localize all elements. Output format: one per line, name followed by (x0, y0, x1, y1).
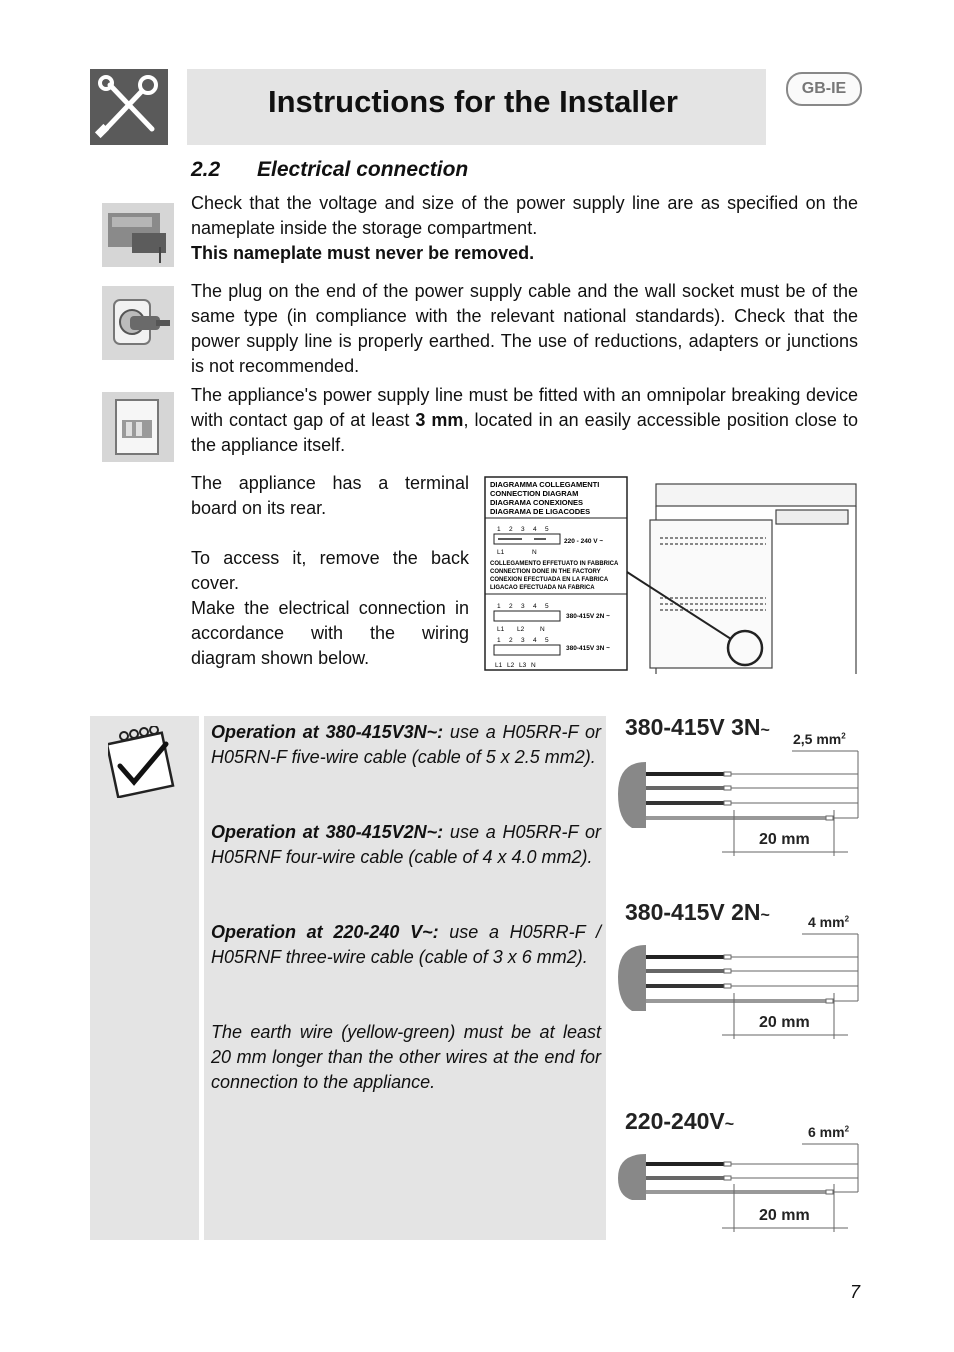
cable-220-section (808, 1124, 849, 1140)
tools-icon (90, 69, 168, 145)
row1-label-n: N (532, 549, 537, 556)
note-op-2n-heading: Operation at 380-415V2N~: (211, 822, 444, 842)
plug-socket-icon (102, 286, 174, 360)
diagram-title-4: DIAGRAMA DE LIGACODES (490, 507, 591, 516)
language-badge: GB-IE (786, 72, 862, 106)
section-title-text: Electrical connection (257, 158, 469, 181)
back-cover-text: To access it, remove the back cover. (191, 548, 469, 593)
factory-line-4: LIGACAO EFECTUADA NA FABRICA (490, 585, 595, 591)
cable-3n-section (793, 731, 846, 747)
terminal-3: 3 (521, 526, 525, 533)
note-op-2n-text: use a H05RR-F or H05RNF four-wire cable (cable of 4 x 4.0 mm2). (211, 822, 601, 867)
voltage-220: 220 - 240 V ~ (564, 538, 604, 545)
connection-diagram (484, 476, 864, 678)
cable-2n-voltage: 380-415V 2N (625, 899, 761, 925)
cable-220-length: 20 mm (759, 1207, 810, 1224)
terminal-4: 4 (533, 526, 537, 533)
breaker-text-b: , located in an easily accessible position close to the appliance itself. (191, 410, 858, 455)
nameplate-icon (102, 203, 174, 267)
row3-label-l2: L2 (507, 662, 515, 669)
note-text-panel (204, 716, 606, 1240)
diagram-title-1: DIAGRAMMA COLLEGAMENTI (490, 480, 600, 489)
cable-220-section-sup: 2 (844, 1124, 850, 1134)
voltage-2n: 380-415V 2N ~ (566, 613, 610, 620)
page-title: Instructions for the Installer (268, 84, 678, 119)
row2-terminal-5: 5 (545, 603, 549, 610)
note-op-3n-heading: Operation at 380-415V3N~: (211, 722, 444, 742)
paragraph-plug: The plug on the end of the power supply cable and the wall socket must be of the same type (in compliance with the relevant national standards). Check that the power supply line is properly earthed. The use of reductions, adapters or junctions is not recommended. (191, 281, 858, 376)
cable-2n-section-value: 4 mm (808, 914, 845, 930)
row2-terminal-2: 2 (509, 603, 513, 610)
terminal-2: 2 (509, 526, 513, 533)
cable-3n-section-value: 2,5 mm (793, 731, 842, 747)
note-op-2n (211, 820, 601, 870)
note-op-3n-text: use a H05RR-F or H05RN-F five-wire cable (cable of 5 x 2.5 mm2). (211, 722, 601, 767)
row2-terminal-1: 1 (497, 603, 501, 610)
row3-terminal-3: 3 (521, 637, 525, 644)
cable-2n-drawing (612, 931, 862, 1043)
section-number: 2.2 (191, 158, 221, 181)
nameplate-warning: This nameplate must never be removed. (191, 243, 535, 263)
row2-label-l2: L2 (517, 626, 525, 633)
row1-label-l1: L1 (497, 549, 505, 556)
terminal-board-text: The appliance has a terminal board on its rear. (191, 473, 469, 518)
cable-220-drawing (612, 1140, 862, 1236)
row2-terminal-4: 4 (533, 603, 537, 610)
cable-2n-section (808, 914, 849, 930)
cable-220-voltage: 220-240V (625, 1108, 725, 1134)
terminal-1: 1 (497, 526, 501, 533)
cable-2n-length: 20 mm (759, 1014, 810, 1031)
row3-label-n: N (531, 662, 536, 669)
row3-terminal-5: 5 (545, 637, 549, 644)
row3-terminal-1: 1 (497, 637, 501, 644)
factory-line-3: CONEXION EFECTUADA EN LA FABRICA (490, 577, 609, 583)
row3-terminal-4: 4 (533, 637, 537, 644)
cable-3n-section-sup: 2 (841, 731, 846, 741)
page-number: 7 (850, 1282, 861, 1302)
note-op-220 (211, 920, 601, 970)
voltage-3n: 380-415V 3N ~ (566, 645, 610, 652)
paragraph-nameplate-text: Check that the voltage and size of the power supply line are as specified on the nameplate inside the storage compartment. (191, 193, 858, 238)
factory-line-1: COLLEGAMENTO EFFETUATO IN FABBRICA (490, 561, 619, 567)
diagram-title-2: CONNECTION DIAGRAM (490, 489, 579, 498)
paragraph-breaker (191, 383, 858, 458)
cable-2n-label (625, 899, 770, 926)
cable-220-suffix: ~ (724, 1116, 735, 1133)
cable-3n-suffix: ~ (760, 722, 770, 739)
row2-terminal-3: 3 (521, 603, 525, 610)
row3-terminal-2: 2 (509, 637, 513, 644)
cable-3n-length: 20 mm (759, 831, 810, 848)
cable-2n-section-sup: 2 (844, 914, 850, 924)
factory-line-2: CONNECTION DONE IN THE FACTORY (490, 569, 601, 575)
diagram-title-3: DIAGRAMA CONEXIONES (490, 498, 584, 507)
row2-label-n: N (540, 626, 545, 633)
connection-text: Make the electrical connection in accordance with the wiring diagram shown below. (191, 598, 469, 668)
note-op-220-text: use a H05RR-F / H05RNF three-wire cable (cable of 3 x 6 mm2). (211, 922, 601, 967)
note-op-3n (211, 720, 601, 770)
cable-3n-label (625, 714, 770, 741)
breaker-text-a: The appliance's power supply line must be fitted with an omnipolar breaking device with contact gap of at least (191, 385, 858, 430)
cable-3n-drawing (612, 748, 862, 860)
row3-label-l3: L3 (519, 662, 527, 669)
paragraph-nameplate (191, 191, 858, 266)
row3-label-l1: L1 (495, 662, 503, 669)
notepad-check-icon (108, 726, 182, 798)
row2-label-l1: L1 (497, 626, 505, 633)
note-op-220-heading: Operation at 220-240 V~: (211, 922, 439, 942)
note-earth-wire: The earth wire (yellow-green) must be at least 20 mm longer than the other wires at the end for connection to the appliance. (211, 1022, 601, 1092)
terminal-5: 5 (545, 526, 549, 533)
cable-2n-suffix: ~ (760, 907, 770, 924)
cable-220-section-value: 6 mm (808, 1124, 845, 1140)
cable-220-label (625, 1108, 734, 1135)
section-title (191, 158, 468, 182)
appliance-rear-drawing (627, 484, 856, 674)
cable-3n-voltage: 380-415V 3N (625, 714, 761, 740)
breaker-switch-icon (102, 392, 174, 462)
breaker-contact-gap: 3 mm (415, 410, 464, 430)
